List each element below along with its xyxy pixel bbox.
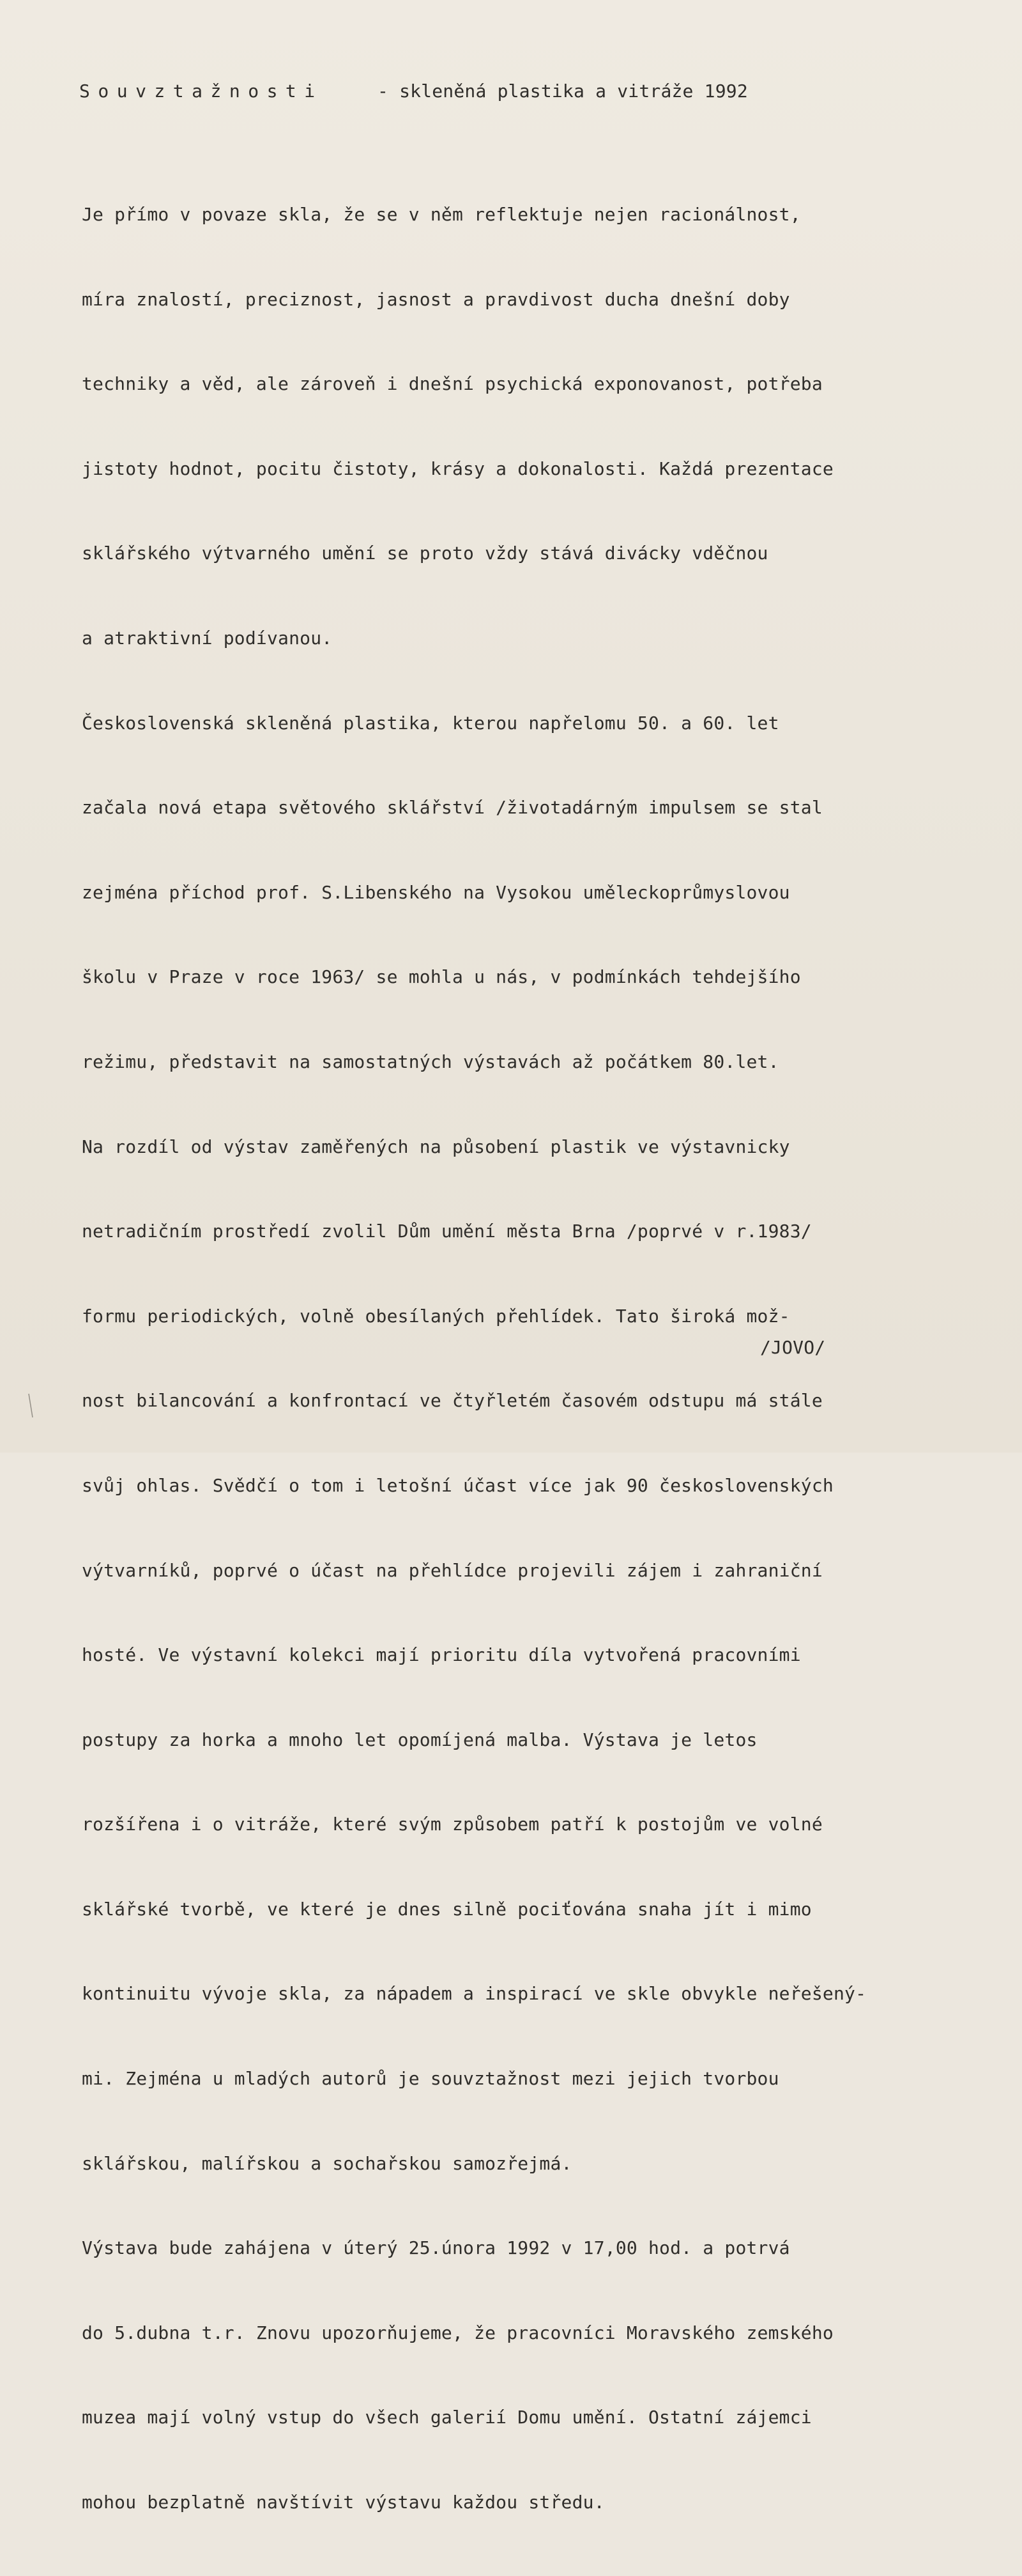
text-line: nost bilancování a konfrontací ve čtyřletém časovém odstupu má stále bbox=[82, 1390, 823, 1412]
text-line: hosté. Ve výstavní kolekci mají prioritu díla vytvořená pracovními bbox=[82, 1644, 801, 1666]
text-line: rozšířena i o vitráže, které svým způsobem patří k postojům ve volné bbox=[82, 1814, 823, 1835]
text-line: postupy za horka a mnoho let opomíjená malba. Výstava je letos bbox=[82, 1729, 758, 1750]
text-line: sklářskou, malířskou a sochařskou samozřejmá. bbox=[82, 2152, 572, 2174]
text-line: školu v Praze v roce 1963/ se mohla u nás, v podmínkách tehdejšího bbox=[82, 966, 801, 988]
text-line: svůj ohlas. Svědčí o tom i letošní účast více jak 90 československých bbox=[82, 1474, 834, 1496]
text-line: netradičním prostředí zvolil Dům umění města Brna /poprvé v r.1983/ bbox=[82, 1221, 812, 1242]
text-line: Československá skleněná plastika, kterou napřelomu 50. a 60. let bbox=[82, 712, 779, 734]
text-line: muzea mají volný vstup do všech galerií Domu umění. Ostatní zájemci bbox=[82, 2407, 812, 2428]
text-line: sklářského výtvarného umění se proto vždy stává divácky vděčnou bbox=[82, 543, 768, 564]
text-line: Je přímo v povaze skla, že se v něm reflektuje nejen racionálnost, bbox=[82, 204, 801, 225]
text-line: režimu, představit na samostatných výstavách až počátkem 80.let. bbox=[82, 1051, 779, 1072]
text-line: Na rozdíl od výstav zaměřených na působení plastik ve výstavnicky bbox=[82, 1136, 790, 1157]
pencil-mark-icon bbox=[28, 1393, 33, 1419]
text-line: výtvarníků, poprvé o účast na přehlídce projevili zájem i zahraniční bbox=[82, 1559, 823, 1581]
title-main: Souvztažnosti bbox=[79, 81, 323, 102]
title-subtitle: - skleněná plastika a vitráže 1992 bbox=[377, 81, 748, 102]
signature: /JOVO/ bbox=[760, 1337, 826, 1358]
document-body bbox=[82, 161, 1002, 2576]
document-title bbox=[79, 81, 748, 102]
text-line: zejména příchod prof. S.Libenského na Vysokou uměleckoprůmyslovou bbox=[82, 881, 790, 903]
text-line: do 5.dubna t.r. Znovu upozorňujeme, že pracovníci Moravského zemského bbox=[82, 2322, 834, 2343]
text-line: techniky a věd, ale zároveň i dnešní psychická exponovanost, potřeba bbox=[82, 373, 823, 395]
text-line: sklářské tvorbě, ve které je dnes silně pociťována snaha jít i mimo bbox=[82, 1898, 812, 1920]
text-line: mi. Zejména u mladých autorů je souvztažnost mezi jejich tvorbou bbox=[82, 2068, 779, 2090]
text-line: začala nová etapa světového sklářství /životadárným impulsem se stal bbox=[82, 797, 823, 819]
text-line: jistoty hodnot, pocitu čistoty, krásy a dokonalosti. Každá prezentace bbox=[82, 458, 834, 479]
text-line: mohou bezplatně navštívit výstavu každou středu. bbox=[82, 2492, 605, 2513]
text-line: Výstava bude zahájena v úterý 25.února 1992 v 17,00 hod. a potrvá bbox=[82, 2237, 790, 2259]
text-line: míra znalostí, preciznost, jasnost a pravdivost ducha dnešní doby bbox=[82, 288, 790, 310]
text-line: kontinuitu vývoje skla, za nápadem a inspirací ve skle obvykle neřešený- bbox=[82, 1983, 867, 2005]
text-line: a atraktivní podívanou. bbox=[82, 627, 333, 649]
text-line: formu periodických, volně obesílaných přehlídek. Tato široká mož- bbox=[82, 1305, 790, 1327]
